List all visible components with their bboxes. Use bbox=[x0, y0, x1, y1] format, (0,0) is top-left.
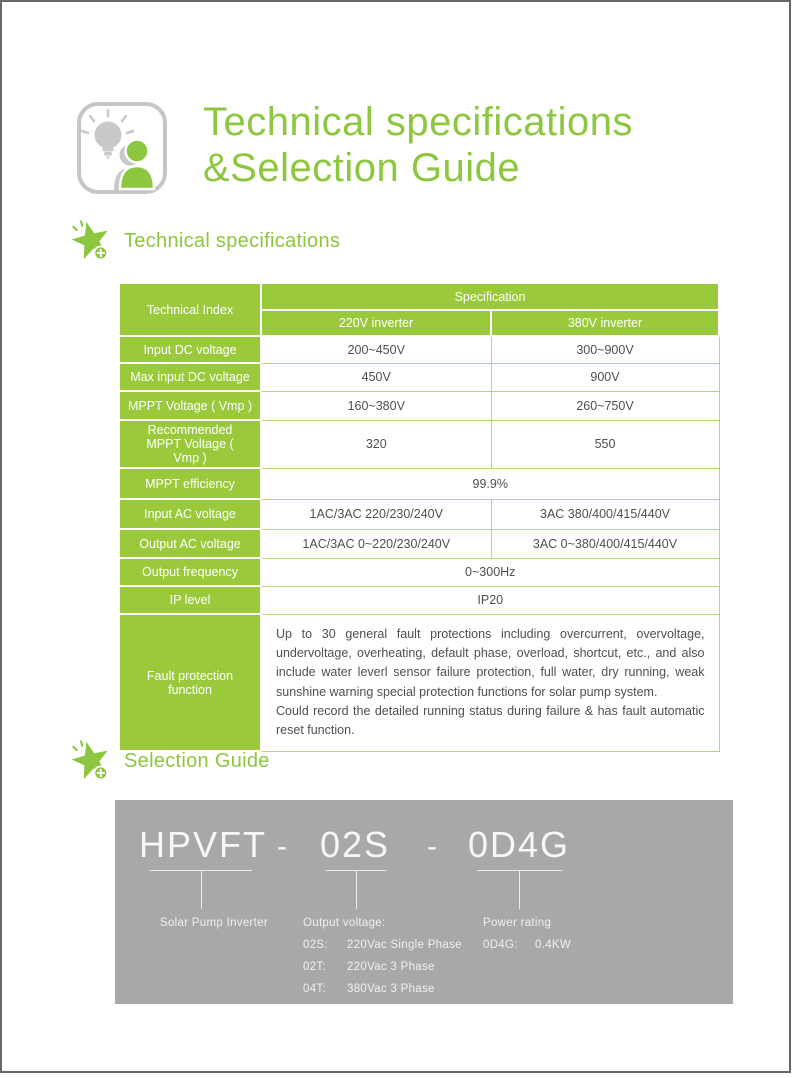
table-row bbox=[119, 391, 719, 420]
value-380v: 550 bbox=[491, 420, 719, 468]
model-segment-power: 0D4G bbox=[467, 824, 571, 865]
table-row-fault-protection bbox=[119, 614, 719, 751]
row-label: IP level bbox=[119, 586, 261, 614]
decoder-stem bbox=[519, 871, 520, 909]
table-row bbox=[119, 558, 719, 586]
decoder-stem bbox=[356, 871, 357, 909]
col-header-220v: 220V inverter bbox=[261, 310, 491, 336]
row-label: Recommended MPPT Voltage ( Vmp ) bbox=[119, 420, 261, 468]
section-heading-selection-guide: Selection Guide bbox=[124, 749, 270, 772]
output-voltage-option: 04T: 380Vac 3 Phase bbox=[303, 983, 435, 995]
model-code-diagram bbox=[115, 800, 733, 1004]
row-label: Fault protection function bbox=[119, 614, 261, 751]
section-tech-specs bbox=[68, 218, 340, 264]
table-row bbox=[119, 499, 719, 529]
value-span: 99.9% bbox=[261, 468, 719, 499]
row-label: MPPT Voltage ( Vmp ) bbox=[119, 391, 261, 420]
fault-text-paragraph-1: Up to 30 general fault protections including overcurrent, overvoltage, undervoltage, overheating, default phase, overload, shortcut, etc., and also include water leverl sensor failure protection, full water, dry running, weak sunshine warning special protection functions for solar pump system. bbox=[276, 626, 705, 699]
value-380v: 260~750V bbox=[491, 391, 719, 420]
fault-protection-text bbox=[261, 614, 719, 751]
value-220v: 200~450V bbox=[261, 336, 491, 363]
row-label: Output frequency bbox=[119, 558, 261, 586]
row-label: MPPT efficiency bbox=[119, 468, 261, 499]
table-row bbox=[119, 420, 719, 468]
col-header-380v: 380V inverter bbox=[491, 310, 719, 336]
series-label: Solar Pump Inverter bbox=[160, 917, 268, 929]
fault-text-paragraph-2: Could record the detailed running status during failure & has fault automatic reset function. bbox=[276, 704, 705, 738]
value-380v: 300~900V bbox=[491, 336, 719, 363]
corner-header-cell: Technical Index bbox=[119, 283, 261, 336]
star-plus-icon bbox=[68, 738, 116, 784]
row-label: Input AC voltage bbox=[119, 499, 261, 529]
value-span: 0~300Hz bbox=[261, 558, 719, 586]
row-label: Output AC voltage bbox=[119, 529, 261, 558]
page-title bbox=[203, 99, 633, 191]
table-row bbox=[119, 586, 719, 614]
value-380v: 900V bbox=[491, 363, 719, 391]
value-span: IP20 bbox=[261, 586, 719, 614]
value-220v: 1AC/3AC 0~220/230/240V bbox=[261, 529, 491, 558]
output-voltage-option: 02T: 220Vac 3 Phase bbox=[303, 961, 435, 973]
bulb-icon bbox=[95, 122, 122, 160]
model-separator: - bbox=[277, 830, 287, 863]
page-title-line2: &Selection Guide bbox=[203, 146, 521, 190]
spec-header-cell: Specification bbox=[261, 283, 719, 310]
decoder-stem bbox=[201, 871, 202, 909]
output-voltage-option: 02S: 220Vac Single Phase bbox=[303, 939, 462, 951]
star-plus-icon bbox=[68, 218, 116, 264]
model-separator: - bbox=[427, 830, 437, 863]
spec-table bbox=[118, 282, 720, 752]
value-220v: 320 bbox=[261, 420, 491, 468]
output-voltage-title: Output voltage: bbox=[303, 917, 386, 929]
table-row bbox=[119, 468, 719, 499]
table-header-row bbox=[119, 283, 719, 310]
model-segment-series: HPVFT bbox=[138, 824, 268, 865]
model-segment-voltage: 02S bbox=[319, 824, 391, 865]
table-row bbox=[119, 336, 719, 363]
value-220v: 450V bbox=[261, 363, 491, 391]
table-row bbox=[119, 529, 719, 558]
value-220v: 1AC/3AC 220/230/240V bbox=[261, 499, 491, 529]
output-voltage-legend bbox=[303, 912, 462, 1000]
power-rating-option: 0D4G: 0.4KW bbox=[483, 939, 572, 951]
section-selection-guide bbox=[68, 738, 270, 784]
section-heading-tech-specs: Technical specifications bbox=[124, 229, 341, 252]
row-label: Input DC voltage bbox=[119, 336, 261, 363]
power-rating-title: Power rating bbox=[483, 917, 552, 929]
row-label: Max input DC voltage bbox=[119, 363, 261, 391]
page-title-line1: Technical specifications bbox=[203, 100, 633, 144]
value-380v: 3AC 0~380/400/415/440V bbox=[491, 529, 719, 558]
value-380v: 3AC 380/400/415/440V bbox=[491, 499, 719, 529]
table-row bbox=[119, 363, 719, 391]
power-rating-legend bbox=[483, 912, 571, 956]
value-220v: 160~380V bbox=[261, 391, 491, 420]
lightbulb-person-icon bbox=[70, 92, 180, 202]
